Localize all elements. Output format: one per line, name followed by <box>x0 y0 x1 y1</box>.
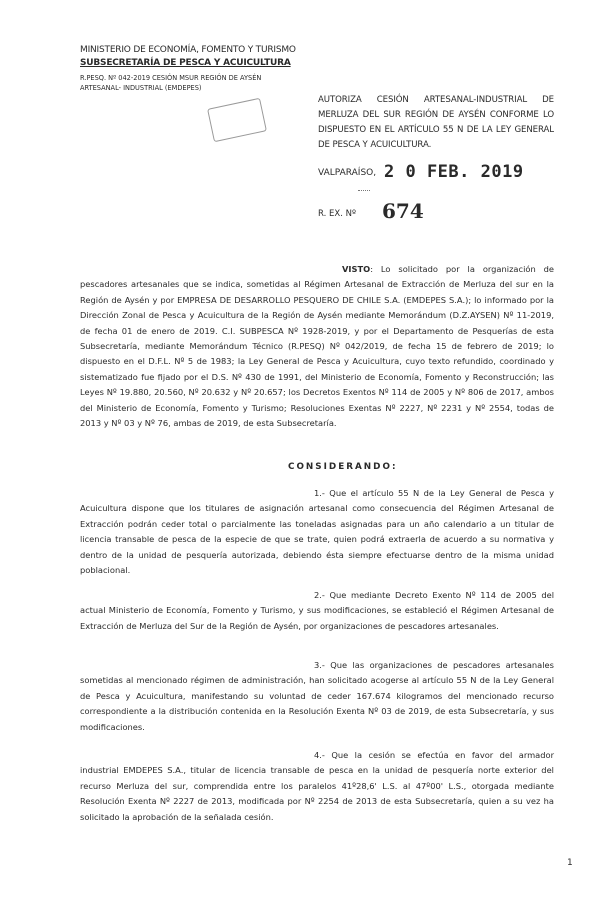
document-title: AUTORIZA CESIÓN ARTESANAL-INDUSTRIAL DE MERLUZA DEL SUR REGIÓN DE AYSÉN CONFORME LO DISPUESTO EN EL ARTÍCULO 55 N DE LA LEY GENERAL DE PESCA Y ACUICULTURA. <box>318 95 554 150</box>
considerando-3-text: 3.- Que las organizaciones de pescadores artesanales sometidas al mencionado régimen de administración, han solicitado acogerse al artículo 55 N de la Ley General de Pesca y Acuicultura, manifestando su voluntad de ceder 167.674 kilogramos del mencionado recurso correspondiente a la distribución contenida en la Resolución Exenta Nº 03 de 2019, de esta Subsecretaría, y sus modificaciones. <box>80 660 554 732</box>
considerando-4 <box>80 748 554 825</box>
visto-text: : Lo solicitado por la organización de pescadores artesanales que se indica, sometidas al Régimen Artesanal de Extracción de Merluza del sur en la Región de Aysén y por EMPRESA DE DESARROLLO PESQUERO DE CHILE S.A. (EMDEPES S.A.); lo informado por la Dirección Zonal de Pesca y Acuicultura de la Región de Aysén mediante Memorándum (D.Z.AYSEN) Nº 11-2019, de fecha 01 de enero de 2019. C.I. SUBPESCA Nº 1928-2019, y por el Departamento de Pesquerías de esta Subsecretaría, mediante Memorándum Técnico (R.PESQ) Nº 042/2019, de fecha 15 de febrero de 2019; lo dispuesto en el D.F.L. Nº 5 de 1983; la Ley General de Pesca y Acuicultura, cuyo texto refundido, coordinado y sistematizado fue fijado por el D.S. Nº 430 de 1991, del Ministerio de Economía, Fomento y Reconstrucción; las Leyes Nº 19.880, 20.560, Nº 20.632 y Nº 20.657; los Decretos Exentos Nº 114 de 2005 y Nº 806 de 2017, ambos del Ministerio de Economía, Fomento y Turismo; Resoluciones Exentas Nº 2227, Nº 2231 y Nº 2554, todas de 2013 y Nº 03 y Nº 76, ambas de 2019, de esta Subsecretaría. <box>80 264 554 429</box>
considerando-heading: CONSIDERANDO: <box>288 462 398 472</box>
visto-label: VISTO <box>342 264 371 274</box>
document-date: 2 0 FEB. 2019 <box>384 162 524 182</box>
visto-paragraph <box>80 262 554 431</box>
reference-line-2: ARTESANAL- INDUSTRIAL (EMDEPES) <box>80 84 202 92</box>
considerando-3 <box>80 658 554 735</box>
official-stamp <box>207 98 267 142</box>
subsecretaria-name: SUBSECRETARÍA DE PESCA Y ACUICULTURA <box>80 58 291 68</box>
considerando-2 <box>80 588 554 634</box>
resolution-label: R. EX. Nº <box>318 209 356 219</box>
letterhead <box>80 44 315 93</box>
considerando-1 <box>80 486 554 578</box>
ministry-name: MINISTERIO DE ECONOMÍA, FOMENTO Y TURISMO <box>80 45 296 55</box>
considerando-1-text: 1.- Que el artículo 55 N de la Ley General de Pesca y Acuicultura dispone que los titulares de asignación artesanal como consecuencia del Régimen Artesanal de Extracción podrán ceder total o parcialmente las toneladas asignadas para un año calendario a un titular de licencia transable de pesca de la especie de que se trate, quien podrá extraerla de acuerdo a su normativa y dentro de la unidad de pesquería autorizada, debiendo ésta siempre efectuarse dentro de la misma unidad poblacional. <box>80 488 554 576</box>
page-number: 1 <box>567 858 573 868</box>
resolution-number: 674 <box>382 199 424 223</box>
place-label: VALPARAÍSO, <box>318 168 377 178</box>
considerando-2-text: 2.- Que mediante Decreto Exento Nº 114 de 2005 del actual Ministerio de Economía, Fomento y Turismo, y sus modificaciones, se estableció el Régimen Artesanal de Extracción de Merluza del Sur de la Región de Aysén, por organizaciones de pescadores artesanales. <box>80 590 554 631</box>
date-underline <box>358 190 370 191</box>
reference-line-1: R.PESQ. Nº 042-2019 CESIÓN MSUR REGIÓN DE AYSÉN <box>80 74 262 82</box>
considerando-4-text: 4.- Que la cesión se efectúa en favor del armador industrial EMDEPES S.A., titular de licencia transable de pesca en la unidad de pesquería norte exterior del recurso Merluza del sur, comprendida entre los paralelos 41º28,6' L.S. al 47º00' L.S., otorgada mediante Resolución Exenta Nº 2227 de 2013, modificada por Nº 2254 de 2013 de esta Subsecretaría, quien a su vez ha solicitado la aprobación de la señalada cesión. <box>80 750 554 822</box>
